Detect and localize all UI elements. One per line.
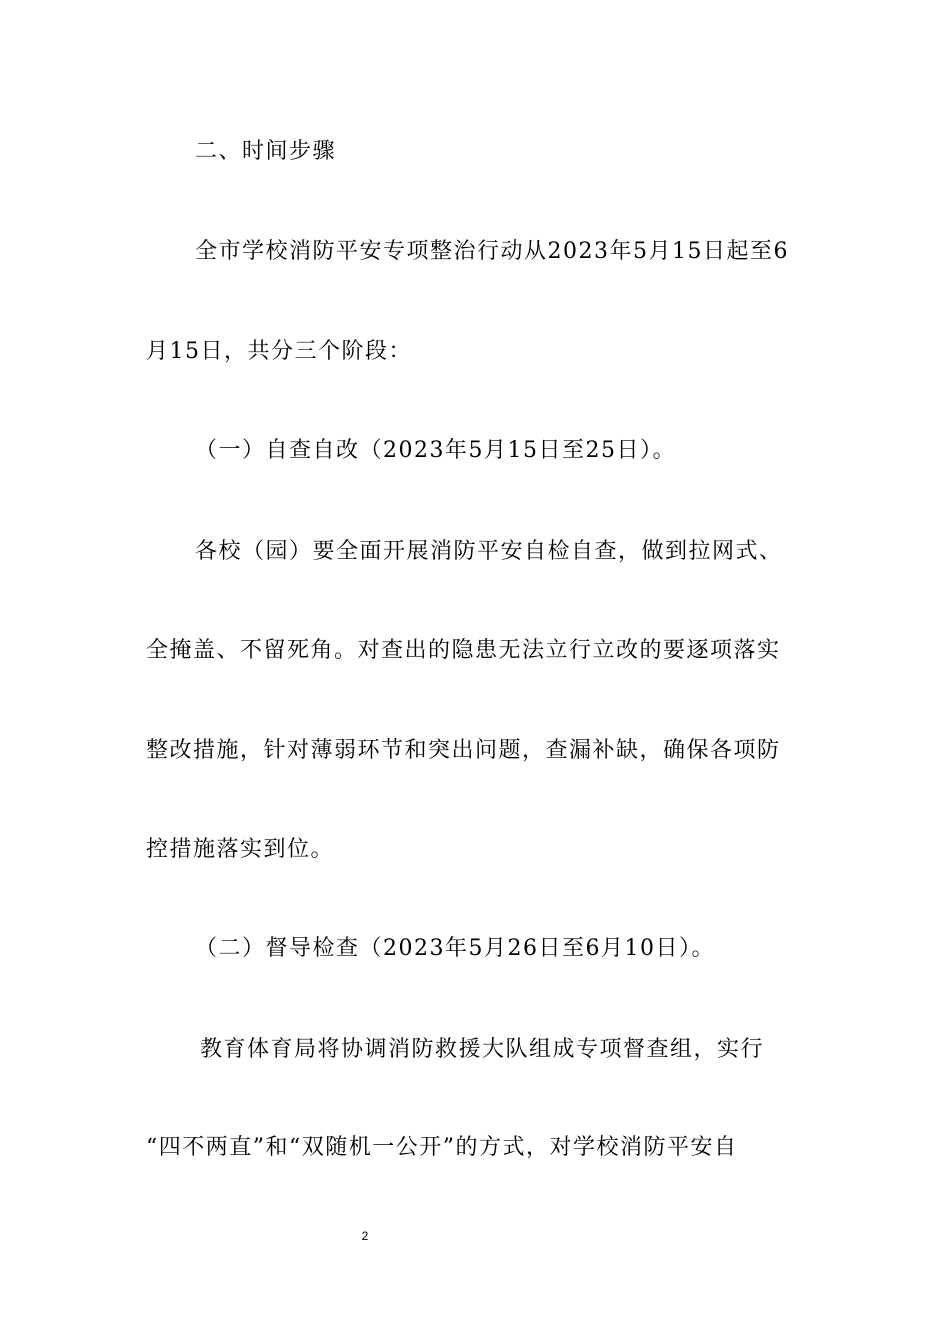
subsection-heading: （一）自查自改（2023年5月15日至25日）。 xyxy=(195,438,676,463)
paragraph-line: 全市学校消防平安专项整治行动从2023年5月15日起至6 xyxy=(195,239,789,264)
page-number: 2 xyxy=(361,1229,369,1243)
subsection-heading: （二）督导检查（2023年5月26日至6月10日）。 xyxy=(195,936,715,961)
paragraph-line: 教育体育局将协调消防救援大队组成专项督查组，实行 xyxy=(200,1037,765,1062)
paragraph-line: “四不两直”和“双随机一公开”的方式，对学校消防平安自 xyxy=(146,1135,738,1160)
paragraph-line: 各校（园）要全面开展消防平安自检自查，做到拉网式、 xyxy=(195,539,783,564)
paragraph-line: 整改措施，针对薄弱环节和突出问题，查漏补缺，确保各项防 xyxy=(146,738,781,763)
paragraph-line: 全掩盖、不留死角。对查出的隐患无法立行立改的要逐项落实 xyxy=(146,638,781,663)
paragraph-line: 控措施落实到位。 xyxy=(146,837,335,862)
paragraph-line: 月15日，共分三个阶段： xyxy=(146,339,412,364)
section-heading: 二、时间步骤 xyxy=(195,139,337,164)
